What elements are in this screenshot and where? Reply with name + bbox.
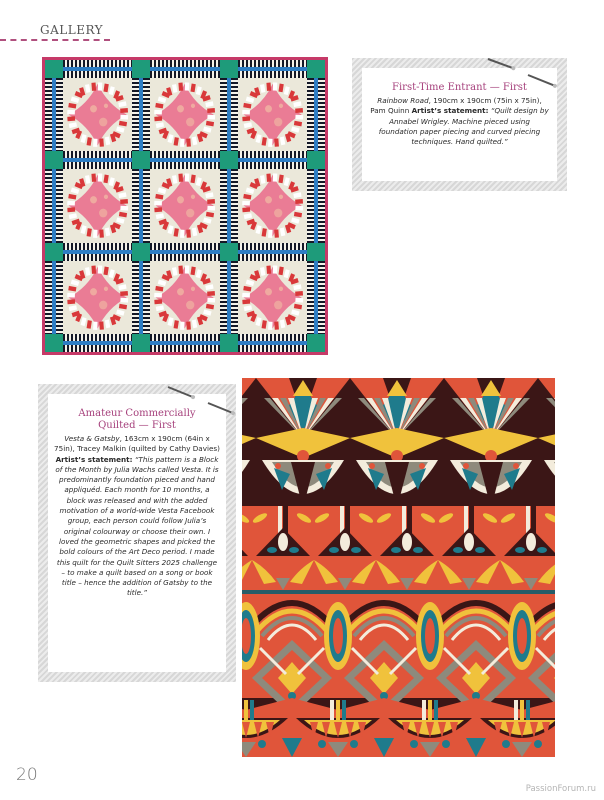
sashing-cornerstone (307, 60, 325, 78)
section-dashed-rule (0, 39, 110, 41)
sashing-strip (307, 261, 325, 334)
quilt-block (63, 78, 132, 151)
sashing-strip (63, 60, 132, 78)
sashing-cornerstone (307, 334, 325, 352)
sashing-strip (132, 169, 150, 242)
sashing-strip (45, 78, 63, 151)
sashing-strip (307, 78, 325, 151)
quilt-photo-vesta-gatsby (242, 378, 555, 757)
quilt-block (150, 78, 219, 151)
sashing-strip (45, 169, 63, 242)
sashing-strip (63, 243, 132, 261)
sashing-cornerstone (307, 243, 325, 261)
quilt-title: Rainbow Road (377, 96, 429, 105)
sashing-strip (150, 60, 219, 78)
sashing-cornerstone (45, 151, 63, 169)
page-number: 20 (16, 765, 38, 785)
sashing-strip (150, 151, 219, 169)
quilt-block (63, 169, 132, 242)
sashing-strip (238, 243, 307, 261)
award-category: First-Time Entrant — First (392, 82, 527, 93)
quilt-size-maker: , 190cm x 190cm (75in x 75in), Pam Quinn (370, 96, 542, 116)
caption-content (48, 394, 226, 672)
sashing-cornerstone (220, 243, 238, 261)
sashing-cornerstone (132, 334, 150, 352)
quilt-block (238, 78, 307, 151)
quilt-photo-rainbow-road (42, 57, 328, 355)
watermark: PassionForum.ru (525, 784, 596, 794)
art-deco-quilt-pattern (242, 378, 555, 757)
sashing-cornerstone (220, 151, 238, 169)
sashing-strip (238, 151, 307, 169)
sashing-strip (132, 78, 150, 151)
sashing-cornerstone (132, 60, 150, 78)
statement-label: Artist’s statement: (55, 454, 133, 464)
sashing-strip (150, 334, 219, 352)
section-heading: GALLERY (40, 23, 104, 37)
artist-statement: “Quilt design by Annabel Wrigley. Machine pieced using foundation paper piecing and curved piecing techniques. Hand quilted.” (378, 106, 549, 147)
caption-box-amateur-commercially-quilted (38, 384, 236, 682)
sashing-cornerstone (220, 334, 238, 352)
sashing-strip (132, 261, 150, 334)
sashing-strip (220, 78, 238, 151)
sashing-cornerstone (220, 60, 238, 78)
quilt-size-maker: , 163cm x 190cm (64in x 75in), Tracey Malkin (quilted by Cathy Davies) (54, 434, 220, 454)
award-category: Amateur Commercially Quilted — First (78, 408, 196, 431)
caption-content (362, 68, 557, 181)
quilt-description (370, 96, 549, 147)
sashing-strip (307, 169, 325, 242)
quilt-description (54, 434, 220, 599)
artist-statement: “This pattern is a Block of the Month by Julia Wachs called Vesta. It is predominantly foundation pieced and hand appliquéd. Each month for 10 months, a block was released and with the added motivation of a world-wide Vesta Facebook group, each person could follow Julia’s original colourway or choose their own. I loved the geometric shapes and picked the bold colours of the Art Deco period. I made this quilt for the Quilt Sitters 2025 challenge – to make a quilt based on a song or book title – hence the addition of Gatsby to the title.” (55, 454, 219, 598)
sashing-strip (220, 169, 238, 242)
sashing-cornerstone (45, 60, 63, 78)
quilt-block (238, 261, 307, 334)
quilt-block (150, 169, 219, 242)
sashing-strip (63, 334, 132, 352)
sashing-strip (238, 334, 307, 352)
sashing-strip (238, 60, 307, 78)
quilt-block (63, 261, 132, 334)
sashing-cornerstone (132, 151, 150, 169)
sashing-cornerstone (45, 243, 63, 261)
quilt-block (238, 169, 307, 242)
quilt-block (150, 261, 219, 334)
sashing-cornerstone (132, 243, 150, 261)
statement-label: Artist’s statement: (411, 106, 489, 116)
sashing-cornerstone (45, 334, 63, 352)
sashing-cornerstone (307, 151, 325, 169)
sashing-strip (45, 261, 63, 334)
sashing-strip (220, 261, 238, 334)
sashing-strip (63, 151, 132, 169)
quilt-title: Vesta & Gatsby (64, 434, 120, 443)
sashing-strip (150, 243, 219, 261)
